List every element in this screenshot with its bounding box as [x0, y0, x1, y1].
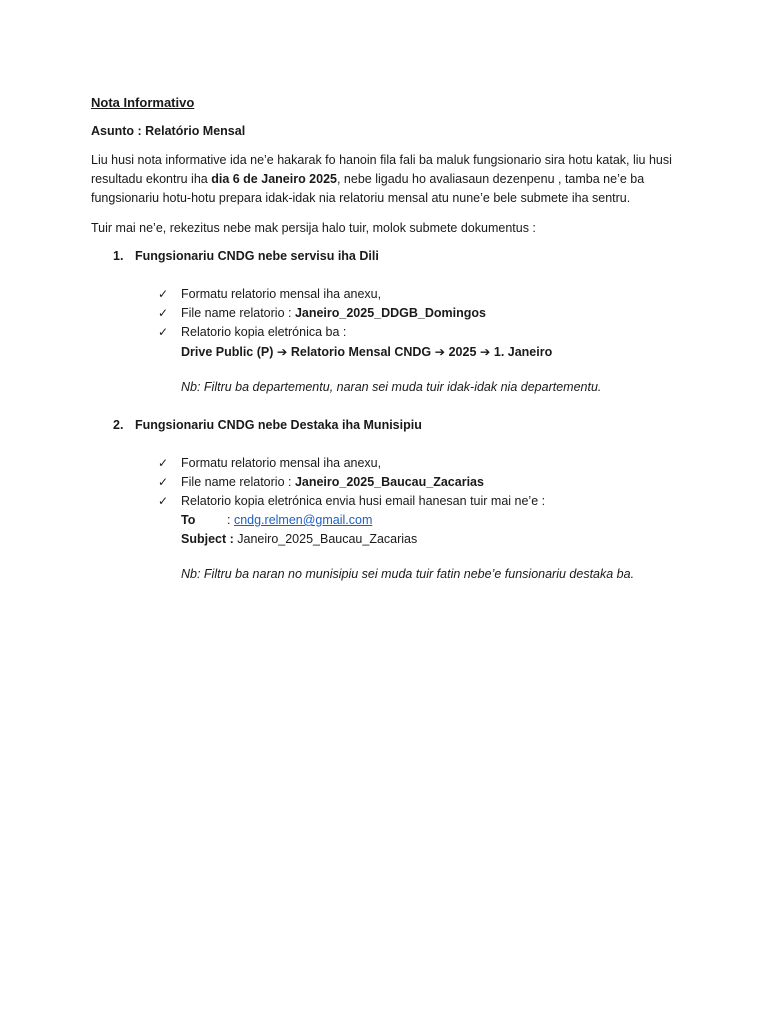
section-2-title: Fungsionariu CNDG nebe Destaka iha Munisipiu: [135, 418, 422, 432]
path-segment: 2025: [448, 345, 477, 359]
intro-paragraph: [91, 151, 681, 208]
checklist-item-text: File name relatorio :: [181, 475, 295, 489]
section-2-note: Nb: Filtru ba naran no munisipiu sei muda tuir fatin nebe’e funsionariu destaka ba.: [181, 567, 635, 581]
meeting-date: dia 6 de Janeiro 2025: [211, 172, 337, 186]
checklist-item: [158, 492, 545, 511]
checklist-item: [158, 323, 486, 342]
path-segment: Drive Public (P): [181, 345, 274, 359]
section-2-heading: [113, 418, 422, 432]
section-1-checklist: [158, 285, 486, 342]
section-1-heading: [113, 249, 379, 263]
checkmark-icon: ✓: [158, 325, 169, 339]
section-1-note: Nb: Filtru ba departementu, naran sei muda tuir idak-idak nia departementu.: [181, 380, 602, 394]
checklist-item: [158, 304, 486, 323]
file-name-value: Janeiro_2025_Baucau_Zacarias: [294, 475, 484, 489]
right-arrow-icon: ➔: [434, 344, 446, 359]
document-title: Nota Informativo: [91, 95, 195, 110]
subject-value: Janeiro_2025_Baucau_Zacarias: [233, 532, 418, 546]
checkmark-icon: ✓: [158, 456, 169, 470]
checkmark-icon: ✓: [158, 306, 169, 320]
checklist-item-text: Relatorio kopia eletrónica ba :: [181, 325, 347, 339]
section-1-title: Fungsionariu CNDG nebe servisu iha Dili: [135, 249, 379, 263]
checkmark-icon: ✓: [158, 287, 169, 301]
email-to-line: [181, 511, 372, 530]
checklist-item-text: Relatorio kopia eletrónica envia husi email hanesan tuir mai ne’e :: [181, 494, 546, 508]
email-subject-line: [181, 530, 417, 549]
to-separator: :: [227, 513, 234, 527]
right-arrow-icon: ➔: [276, 344, 288, 359]
checkmark-icon: ✓: [158, 494, 169, 508]
checklist-item-text: File name relatorio :: [181, 306, 295, 320]
file-name-value: Janeiro_2025_DDGB_Domingos: [294, 306, 486, 320]
email-link[interactable]: cndg.relmen@gmail.com: [233, 513, 373, 527]
checklist-item: [158, 454, 545, 473]
document-subject: Asunto : Relatório Mensal: [91, 124, 246, 138]
section-2-number: 2.: [113, 418, 124, 432]
to-label: To: [181, 513, 196, 527]
section-1-number: 1.: [113, 249, 124, 263]
right-arrow-icon: ➔: [479, 344, 491, 359]
checklist-item-text: Formatu relatorio mensal iha anexu,: [181, 456, 382, 470]
subject-label: Subject :: [181, 532, 234, 546]
intro-text-part2: , nebe ligadu ho avaliasaun dezenpenu , tamba ne’e ba fungsionariu hotu-hotu prepara idak-idak nia relatoriu mensal atu nune’e bele submete iha sentru.: [91, 172, 645, 205]
intro-text-part1: Liu husi nota informative ida ne’e hakarak fo hanoin fila fali ba maluk fungsionario sira hotu katak, liu husi resultadu ekontru iha: [91, 153, 672, 186]
section-2-checklist: [158, 454, 545, 511]
checkmark-icon: ✓: [158, 475, 169, 489]
checklist-item: [158, 473, 545, 492]
checklist-item-text: Formatu relatorio mensal iha anexu,: [181, 287, 382, 301]
path-segment: Relatorio Mensal CNDG: [290, 345, 432, 359]
drive-path: [181, 342, 552, 362]
requirements-paragraph: Tuir mai ne’e, rekezitus nebe mak persija halo tuir, molok submete dokumentus :: [91, 221, 536, 235]
checklist-item: [158, 285, 486, 304]
path-segment: 1. Janeiro: [493, 345, 553, 359]
